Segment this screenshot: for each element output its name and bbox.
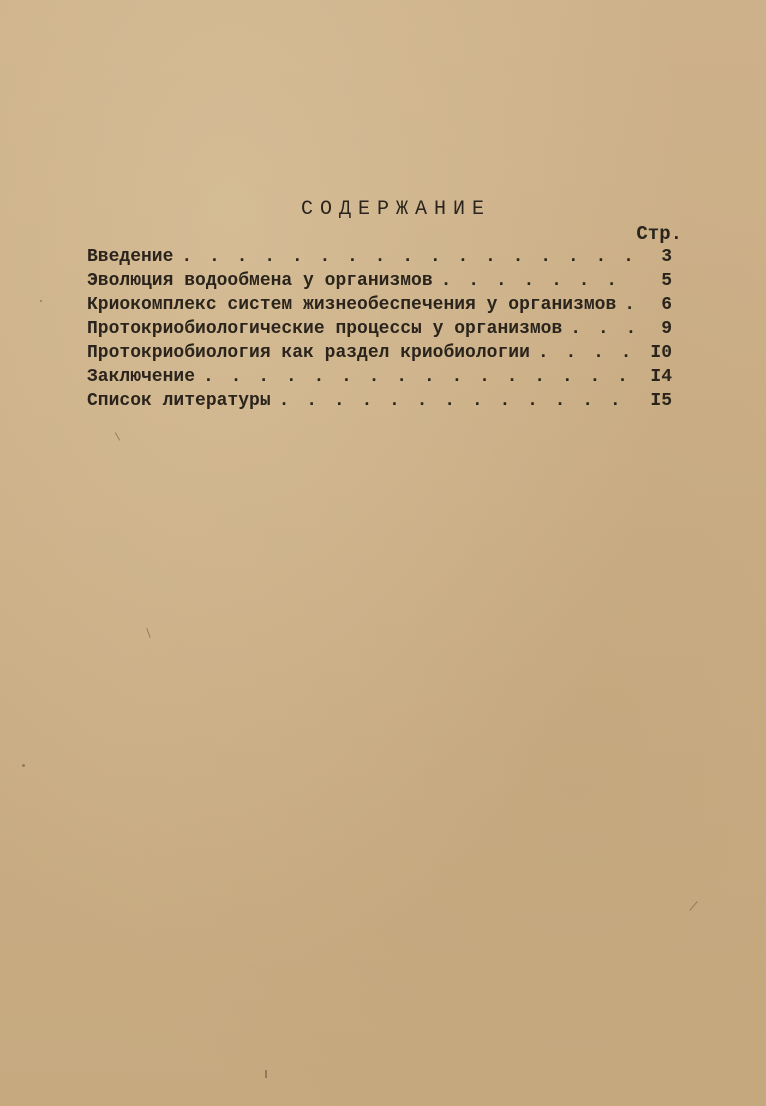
contents-title: СОДЕРЖАНИЕ [300, 198, 492, 221]
toc-entry-label: Протокриобиологические процессы у организмов [87, 319, 563, 339]
toc-entry-page: 3 [661, 247, 672, 267]
toc-entry-protocryobiology-section [87, 343, 672, 367]
dot-leader [181, 247, 634, 267]
dot-leader [203, 367, 634, 387]
toc-entry-references [87, 391, 672, 415]
toc-entry-page: 6 [661, 295, 672, 315]
toc-entry-page: I0 [650, 343, 672, 363]
toc-entry-page: 9 [661, 319, 672, 339]
table-of-contents [87, 247, 672, 415]
toc-entry-water-exchange [87, 271, 672, 295]
toc-entry-cryocomplex [87, 295, 672, 319]
toc-entry-introduction [87, 247, 672, 271]
toc-entry-protocryo-processes [87, 319, 672, 343]
toc-entry-page: I5 [650, 391, 672, 411]
toc-entry-label: Протокриобиология как раздел криобиологии [87, 343, 530, 363]
paper-speck [22, 764, 25, 767]
dot-leader [441, 271, 634, 291]
dot-leader [624, 295, 634, 315]
paper-speck [265, 1070, 267, 1078]
toc-entry-label: Введение [87, 247, 174, 267]
toc-entry-label: Список литературы [87, 391, 271, 411]
paper-speck [115, 432, 120, 440]
toc-entry-page: 5 [661, 271, 672, 291]
toc-entry-page: I4 [650, 367, 672, 387]
dot-leader [570, 319, 634, 339]
toc-entry-label: Заключение [87, 367, 196, 387]
paper-speck [146, 628, 150, 638]
toc-entry-label: Эволюция водообмена у организмов [87, 271, 433, 291]
paper-speck [40, 300, 42, 302]
page-column-header: Стр. [636, 223, 682, 245]
paper-speck [689, 901, 697, 911]
dot-leader [279, 391, 634, 411]
dot-leader [538, 343, 634, 363]
toc-entry-label: Криокомплекс систем жизнеобеспечения у организмов [87, 295, 617, 315]
toc-entry-conclusion [87, 367, 672, 391]
